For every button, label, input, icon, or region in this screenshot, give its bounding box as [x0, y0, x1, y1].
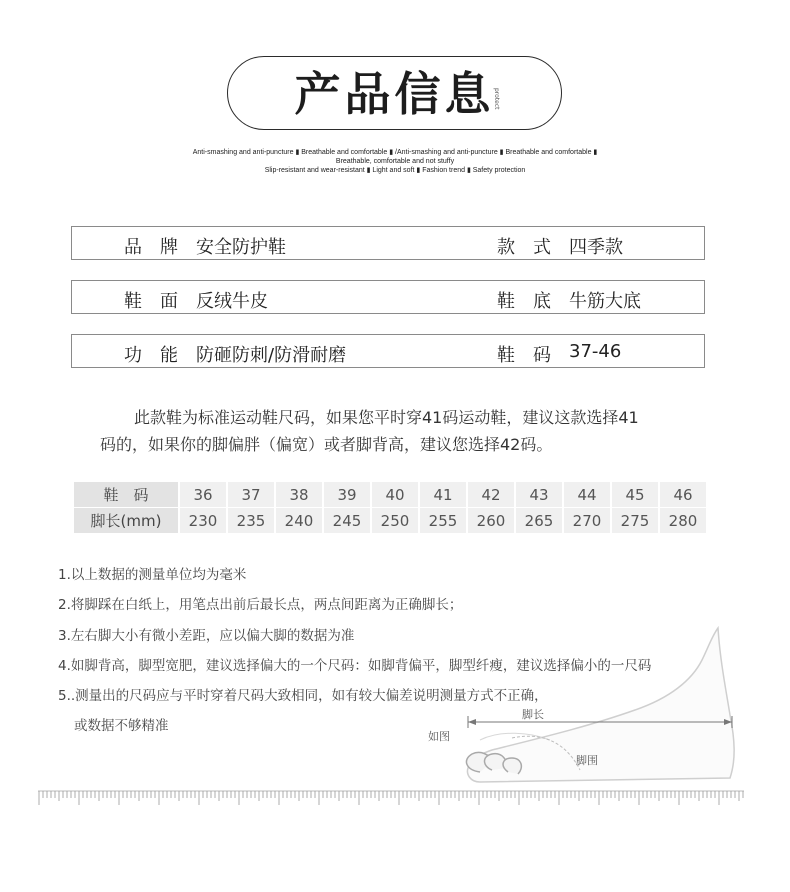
info-row-function [71, 334, 705, 368]
title-pill [227, 56, 562, 130]
length-row [74, 508, 706, 533]
foot-illustration [420, 620, 750, 795]
size-cell: 45 [612, 482, 658, 507]
length-cell: 235 [228, 508, 274, 533]
size-cell: 41 [420, 482, 466, 507]
size-cell: 38 [276, 482, 322, 507]
info-key: 鞋 底 [497, 291, 551, 312]
info-value: 四季款 [569, 237, 623, 258]
length-cell: 280 [660, 508, 706, 533]
size-cell: 42 [468, 482, 514, 507]
length-cell: 265 [516, 508, 562, 533]
tagline-1: Anti-smashing and anti-puncture ▮ Breathable and comfortable ▮ /Anti-smashing and anti-puncture ▮ Breathable and comfortable ▮ [192, 149, 598, 156]
note-4: 4.如脚背高，脚型宽肥，建议选择偏大的一个尺码：如脚背偏平，脚型纤瘦，建议选择偏小的一尺码 [58, 658, 652, 674]
length-cell: 230 [180, 508, 226, 533]
page-title: 产品信息 [294, 67, 495, 121]
size-header: 鞋 码 [74, 482, 178, 507]
tagline-3: Slip-resistant and wear-resistant ▮ Light and soft ▮ Fashion trend ▮ Safety protection [264, 167, 526, 174]
info-value: 牛筋大底 [569, 291, 641, 312]
note-2: 2.将脚踩在白纸上，用笔点出前后最长点，两点间距离为正确脚长； [58, 597, 463, 613]
foot-length-label: 脚长 [522, 708, 544, 721]
note-5: 5..测量出的尺码应与平时穿着尺码大致相同，如有较大偏差说明测量方式不正确， [58, 688, 548, 704]
info-row-brand [71, 226, 705, 260]
figure-label: 如图 [428, 730, 450, 743]
info-key: 功 能 [124, 345, 178, 366]
length-cell: 275 [612, 508, 658, 533]
info-key: 鞋 面 [124, 291, 178, 312]
ruler [38, 790, 744, 808]
size-cell: 46 [660, 482, 706, 507]
tagline-2: Breathable, comfortable and not stuffy [335, 158, 455, 165]
info-value: 防砸防刺/防滑耐磨 [196, 345, 347, 366]
size-cell: 36 [180, 482, 226, 507]
advice-paragraph [100, 404, 700, 458]
length-cell: 270 [564, 508, 610, 533]
info-row-upper [71, 280, 705, 314]
length-cell: 260 [468, 508, 514, 533]
length-cell: 250 [372, 508, 418, 533]
title-subscript: protect [493, 88, 500, 110]
note-3: 3.左右脚大小有微小差距，应以偏大脚的数据为准 [58, 628, 355, 644]
note-1: 1.以上数据的测量单位均为毫米 [58, 567, 247, 583]
size-cell: 43 [516, 482, 562, 507]
length-cell: 240 [276, 508, 322, 533]
foot-circumference-label: 脚围 [576, 754, 598, 767]
length-header: 脚长(mm) [74, 508, 178, 533]
length-cell: 255 [420, 508, 466, 533]
length-cell: 245 [324, 508, 370, 533]
advice-line-1: 此款鞋为标准运动鞋尺码，如果您平时穿41码运动鞋，建议这款选择41 [134, 408, 639, 427]
size-cell: 39 [324, 482, 370, 507]
info-key: 鞋 码 [497, 345, 551, 366]
size-cell: 44 [564, 482, 610, 507]
info-key: 品 牌 [124, 237, 178, 258]
size-cell: 37 [228, 482, 274, 507]
info-value: 37-46 [569, 341, 622, 362]
size-table [72, 481, 708, 534]
size-row [74, 482, 706, 507]
info-value: 反绒牛皮 [196, 291, 268, 312]
advice-line-2: 码的，如果你的脚偏胖（偏宽）或者脚背高，建议您选择42码。 [100, 435, 553, 454]
info-value: 安全防护鞋 [196, 237, 286, 258]
info-key: 款 式 [497, 237, 551, 258]
note-5-continued: 或数据不够精准 [74, 718, 169, 734]
size-cell: 40 [372, 482, 418, 507]
